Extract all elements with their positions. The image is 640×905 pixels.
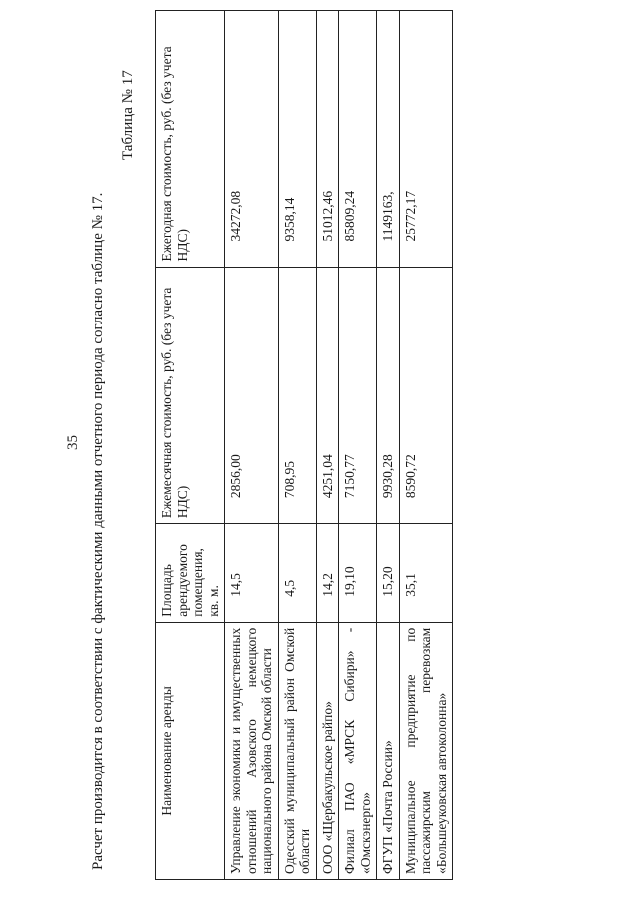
table-row [278, 11, 316, 880]
cell-monthly: 8590,72 [399, 267, 453, 524]
cell-yearly: 34272,08 [225, 11, 279, 268]
cell-name: ФГУП «Почта России» [377, 622, 400, 879]
cell-area: 14,2 [316, 524, 339, 623]
cell-area: 14,5 [225, 524, 279, 623]
cell-monthly: 708,95 [278, 267, 316, 524]
cell-yearly: 1149163, [377, 11, 400, 268]
table-row [316, 11, 339, 880]
cell-monthly: 7150,77 [339, 267, 377, 524]
header-name: Наименование аренды [156, 622, 225, 879]
header-yearly: Ежегодная стоимость, руб. (без учета НДС) [156, 11, 225, 268]
cell-yearly: 51012,46 [316, 11, 339, 268]
cell-yearly: 9358,14 [278, 11, 316, 268]
table-row [225, 11, 279, 880]
cell-yearly: 25772,17 [399, 11, 453, 268]
cell-name: Одесский муниципальный район Омской области [278, 622, 316, 879]
cell-monthly: 4251,04 [316, 267, 339, 524]
page-number: 35 [65, 435, 81, 450]
cell-area: 19,10 [339, 524, 377, 623]
rotated-content [65, 10, 625, 880]
cell-name: Управление экономики и имущественных отношений Азовского немецкого национального района Омской области [225, 622, 279, 879]
cell-name: Муниципальное предприятие по пассажирским перевозкам «Большеуковская автоколонна» [399, 622, 453, 879]
cell-monthly: 9930,28 [377, 267, 400, 524]
cell-name: ООО «Щербакульское райпо» [316, 622, 339, 879]
header-monthly: Ежемесячная стоимость, руб. (без учета НДС) [156, 267, 225, 524]
intro-text: Расчет производится в соответствии с фактическими данными отчетного периода согласно таблице № 17. [90, 192, 106, 870]
cell-area: 35,1 [399, 524, 453, 623]
table-header-row [156, 11, 225, 880]
rent-table [155, 10, 453, 880]
table-caption: Таблица № 17 [120, 70, 136, 160]
cell-yearly: 85809,24 [339, 11, 377, 268]
header-area: Площадь арендуемого помещения, кв. м. [156, 524, 225, 623]
table-row [339, 11, 377, 880]
cell-name: Филиал ПАО «МРСК Сибири» - «Омскэнерго» [339, 622, 377, 879]
cell-area: 4,5 [278, 524, 316, 623]
table-row [377, 11, 400, 880]
cell-monthly: 2856,00 [225, 267, 279, 524]
table-row [399, 11, 453, 880]
cell-area: 15,20 [377, 524, 400, 623]
